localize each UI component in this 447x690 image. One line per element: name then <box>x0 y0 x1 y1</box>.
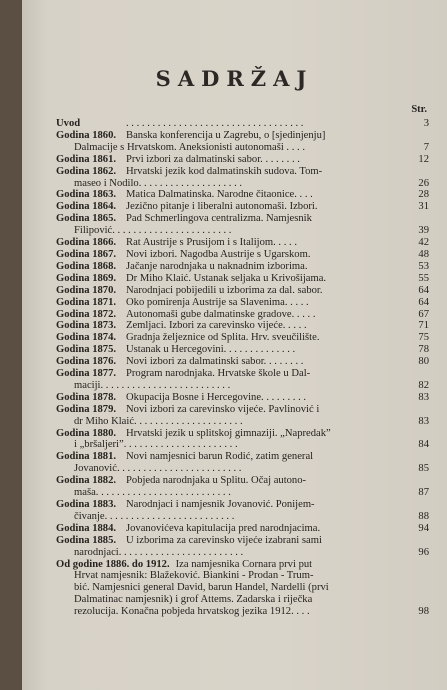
toc-entry <box>56 428 429 452</box>
toc-entry <box>56 249 429 261</box>
table-of-contents <box>56 118 429 618</box>
toc-line <box>56 142 429 154</box>
toc-page-number: 31 <box>418 201 429 213</box>
toc-entry-text: Jovanovićeva kapitulacija pred narodnjacima. <box>126 522 321 534</box>
toc-entry-text: bić. Namjesnici general David, barun Handel, Nardelli (prvi <box>74 582 329 594</box>
toc-entry <box>56 213 429 237</box>
toc-entry-text: Banska konferencija u Zagrebu, o [sjedinjenju] <box>126 129 326 141</box>
toc-entry <box>56 261 429 273</box>
toc-entry-label: Godina 1864. <box>56 201 117 213</box>
toc-entry-text: čivanje. . . . . . . . . . . . . . . . . . . . . . . . . <box>74 510 235 522</box>
toc-entry-label: Uvod <box>56 118 81 129</box>
toc-page-number: 83 <box>418 391 429 403</box>
toc-entry-label: Godina 1877. <box>56 368 117 380</box>
toc-entry-text: Program narodnjaka. Hrvatske škole u Dal- <box>126 368 311 380</box>
toc-entry-label: Godina 1876. <box>56 356 117 368</box>
toc-entry <box>56 309 429 321</box>
toc-line <box>56 237 429 249</box>
toc-page-number: 48 <box>418 248 429 260</box>
toc-entry <box>56 237 429 249</box>
toc-line <box>56 547 429 559</box>
toc-entry-label: Godina 1873. <box>56 320 117 332</box>
toc-line <box>56 332 429 344</box>
toc-line <box>56 451 429 463</box>
page-column-header: Str. <box>411 104 427 115</box>
toc-line <box>56 594 429 606</box>
toc-entry-text: maša. . . . . . . . . . . . . . . . . . . . . . . . . . <box>74 487 231 499</box>
toc-page-number: 64 <box>418 284 429 296</box>
toc-page-number: 94 <box>418 522 429 534</box>
toc-entry-text: Jačanje narodnjaka u naknadnim izborima. <box>126 260 308 272</box>
toc-line <box>56 404 429 416</box>
toc-entry-text: Hrvat namjesnik: Blažeković. Biankini - Prodan - Trum- <box>74 570 314 582</box>
toc-entry-text: Hrvatski jezik kod dalmatinskih sudova. Tom- <box>126 165 323 177</box>
toc-entry <box>56 285 429 297</box>
toc-entry-text: Prvi izbori za dalmatinski sabor. . . . . . . . <box>126 153 300 165</box>
toc-line <box>56 225 429 237</box>
toc-line <box>56 356 429 368</box>
toc-page-number: 67 <box>418 308 429 320</box>
toc-entry-text: . . . . . . . . . . . . . . . . . . . . . . . . . . . . . . . . . . <box>126 118 304 129</box>
toc-entry-text: Narodnjaci pobijedili u izborima za dal. sabor. <box>126 284 323 296</box>
toc-entry-label: Od godine 1886. do 1912. <box>56 558 170 570</box>
toc-entry-text: Matica Dalmatinska. Narodne čitaonice. . . . <box>126 189 313 201</box>
toc-line <box>56 344 429 356</box>
toc-entry-text: Filipović. . . . . . . . . . . . . . . . . . . . . . . <box>74 225 232 237</box>
toc-entry-text: Narodnjaci i namjesnik Jovanović. Ponijem- <box>126 499 315 510</box>
toc-line <box>56 189 429 201</box>
toc-entry-text: maseo i Nodilo. . . . . . . . . . . . . . . . . . . . <box>74 177 243 189</box>
toc-page-number: 39 <box>418 225 429 237</box>
toc-entry-label: Godina 1871. <box>56 296 117 308</box>
toc-line <box>56 201 429 213</box>
toc-entry-label: Godina 1862. <box>56 165 117 177</box>
toc-line <box>56 439 429 451</box>
toc-page-number: 84 <box>418 439 429 451</box>
toc-line <box>56 118 429 130</box>
toc-page-number: 80 <box>418 356 429 368</box>
toc-entry <box>56 368 429 392</box>
toc-entry <box>56 201 429 213</box>
toc-entry <box>56 273 429 285</box>
toc-line <box>56 273 429 285</box>
toc-entry-label: Godina 1861. <box>56 153 117 165</box>
toc-page-number: 75 <box>418 332 429 344</box>
toc-entry-text: Oko pomirenja Austrije sa Slavenima. . . . . <box>126 296 309 308</box>
toc-entry-text: Pad Schmerlingova centralizma. Namjesnik <box>126 213 312 225</box>
toc-entry-text: dr Miho Klaić. . . . . . . . . . . . . . . . . . . . . <box>74 415 243 427</box>
toc-entry-label: Godina 1865. <box>56 213 117 225</box>
toc-entry <box>56 320 429 332</box>
toc-entry-label: Godina 1885. <box>56 534 117 546</box>
toc-page-number: 78 <box>418 344 429 356</box>
toc-entry-text: Novi izbori za carevinsko vijeće. Pavlinović i <box>126 403 320 415</box>
toc-line <box>56 178 429 190</box>
toc-entry <box>56 118 429 130</box>
toc-entry-label: Godina 1874. <box>56 332 117 344</box>
toc-line <box>56 297 429 309</box>
toc-entry <box>56 130 429 154</box>
page-title: SADRŽAJ <box>155 66 314 91</box>
toc-entry-label: Godina 1883. <box>56 499 117 510</box>
toc-entry-text: Okupacija Bosne i Hercegovine. . . . . . . . . <box>126 391 307 403</box>
toc-line <box>56 487 429 499</box>
toc-entry-text: Novi izbori. Nagodba Austrije s Ugarskom. <box>126 248 311 260</box>
toc-line <box>56 249 429 261</box>
toc-page-number: 53 <box>418 260 429 272</box>
toc-line <box>56 261 429 273</box>
toc-page-number: 12 <box>418 153 429 165</box>
toc-page-number: 64 <box>418 296 429 308</box>
toc-entry-label: Godina 1872. <box>56 308 117 320</box>
toc-entry-label: Godina 1881. <box>56 451 117 463</box>
toc-line <box>56 380 429 392</box>
toc-entry-text: Gradnja željeznice od Splita. Hrv. sveučilište. <box>126 332 320 344</box>
toc-entry <box>56 189 429 201</box>
toc-entry-label: Godina 1884. <box>56 522 117 534</box>
toc-line <box>56 582 429 594</box>
toc-entry-text: Pobjeda narodnjaka u Splitu. Očaj autono- <box>126 475 307 487</box>
toc-entry-label: Godina 1882. <box>56 475 117 487</box>
toc-entry <box>56 559 429 619</box>
toc-entry-text: Zemljaci. Izbori za carevinsko vijeće. . . . . <box>126 320 307 332</box>
toc-entry <box>56 166 429 190</box>
toc-entry-text: maciji. . . . . . . . . . . . . . . . . . . . . . . . . <box>74 379 231 391</box>
toc-entry-text: narodnjaci. . . . . . . . . . . . . . . . . . . . . . . . <box>74 546 244 558</box>
toc-entry <box>56 523 429 535</box>
toc-entry-label: Godina 1860. <box>56 129 117 141</box>
toc-page-number: 7 <box>423 141 429 153</box>
toc-entry-text: Dalmatinac namjesnik) i grof Attems. Zadarska i riječka <box>74 594 313 606</box>
toc-page-number: 96 <box>418 546 429 558</box>
toc-entry <box>56 356 429 368</box>
toc-line <box>56 309 429 321</box>
toc-line <box>56 285 429 297</box>
toc-line <box>56 499 429 511</box>
toc-entry-text: i „bršaljeri”. . . . . . . . . . . . . . . . . . . . . . <box>74 439 238 451</box>
toc-entry-text: Dr Miho Klaić. Ustanak seljaka u Krivošijama. <box>126 272 327 284</box>
toc-line <box>56 213 429 225</box>
toc-line <box>56 154 429 166</box>
toc-entry <box>56 475 429 499</box>
toc-entry-text: U izborima za carevinsko vijeće izabrani sami <box>126 534 322 546</box>
toc-line <box>56 511 429 523</box>
toc-entry <box>56 344 429 356</box>
toc-page-number: 98 <box>418 606 429 618</box>
toc-entry-label: Godina 1875. <box>56 344 117 356</box>
toc-entry-text: Novi izbori za dalmatinski sabor. . . . . . . . <box>126 356 304 368</box>
toc-entry-label: Godina 1878. <box>56 391 117 403</box>
toc-entry-text: Autonomaši gube dalmatinske gradove. . . . . <box>126 308 316 320</box>
toc-page-number: 83 <box>418 415 429 427</box>
book-page <box>22 0 447 690</box>
toc-line <box>56 368 429 380</box>
toc-line <box>56 559 429 571</box>
toc-entry-text: Hrvatski jezik u splitskoj gimnaziji. „Napredak” <box>126 427 331 439</box>
toc-page-number: 28 <box>418 189 429 201</box>
toc-entry-text: Jezično pitanje i liberalni autonomaši. Izbori. <box>126 201 318 213</box>
toc-page-number: 82 <box>418 379 429 391</box>
toc-entry-text: Rat Austrije s Prusijom i s Italijom. . . . . <box>126 237 297 249</box>
toc-line <box>56 166 429 178</box>
toc-entry-label: Godina 1868. <box>56 260 117 272</box>
toc-entry-text: Ustanak u Hercegovini. . . . . . . . . . . . . . <box>126 344 296 356</box>
toc-entry-text: Jovanović. . . . . . . . . . . . . . . . . . . . . . . . <box>74 463 242 475</box>
toc-entry-label: Godina 1870. <box>56 284 117 296</box>
toc-line <box>56 606 429 618</box>
toc-line <box>56 428 429 440</box>
toc-page-number: 71 <box>418 320 429 332</box>
toc-entry <box>56 297 429 309</box>
toc-line <box>56 463 429 475</box>
toc-entry-label: Godina 1866. <box>56 237 117 249</box>
toc-entry <box>56 499 429 523</box>
toc-line <box>56 320 429 332</box>
toc-entry <box>56 404 429 428</box>
toc-line <box>56 475 429 487</box>
toc-entry-text: Dalmacije s Hrvatskom. Aneksionisti autonomaši . . . . <box>74 141 305 153</box>
toc-entry-label: Godina 1863. <box>56 189 117 201</box>
toc-entry <box>56 451 429 475</box>
toc-page-number: 3 <box>423 118 429 129</box>
toc-entry-label: Godina 1869. <box>56 272 117 284</box>
toc-line <box>56 392 429 404</box>
toc-entry <box>56 154 429 166</box>
toc-entry-label: Godina 1880. <box>56 427 117 439</box>
toc-entry-text: rezolucija. Konačna pobjeda hrvatskog jezika 1912. . . . <box>74 606 310 618</box>
toc-line <box>56 523 429 535</box>
toc-page-number: 85 <box>418 463 429 475</box>
toc-entry <box>56 535 429 559</box>
toc-entry-text: Novi namjesnici barun Rodić, zatim general <box>126 451 314 463</box>
toc-entry-label: Godina 1879. <box>56 403 117 415</box>
toc-page-number: 87 <box>418 487 429 499</box>
toc-page-number: 26 <box>418 177 429 189</box>
toc-line <box>56 535 429 547</box>
toc-page-number: 88 <box>418 510 429 522</box>
toc-entry <box>56 332 429 344</box>
toc-line <box>56 416 429 428</box>
toc-entry-text: Iza namjesnika Cornara prvi put <box>175 558 313 570</box>
toc-page-number: 55 <box>418 272 429 284</box>
toc-entry-label: Godina 1867. <box>56 248 117 260</box>
toc-line <box>56 130 429 142</box>
toc-line <box>56 570 429 582</box>
toc-entry <box>56 392 429 404</box>
toc-page-number: 42 <box>418 237 429 249</box>
